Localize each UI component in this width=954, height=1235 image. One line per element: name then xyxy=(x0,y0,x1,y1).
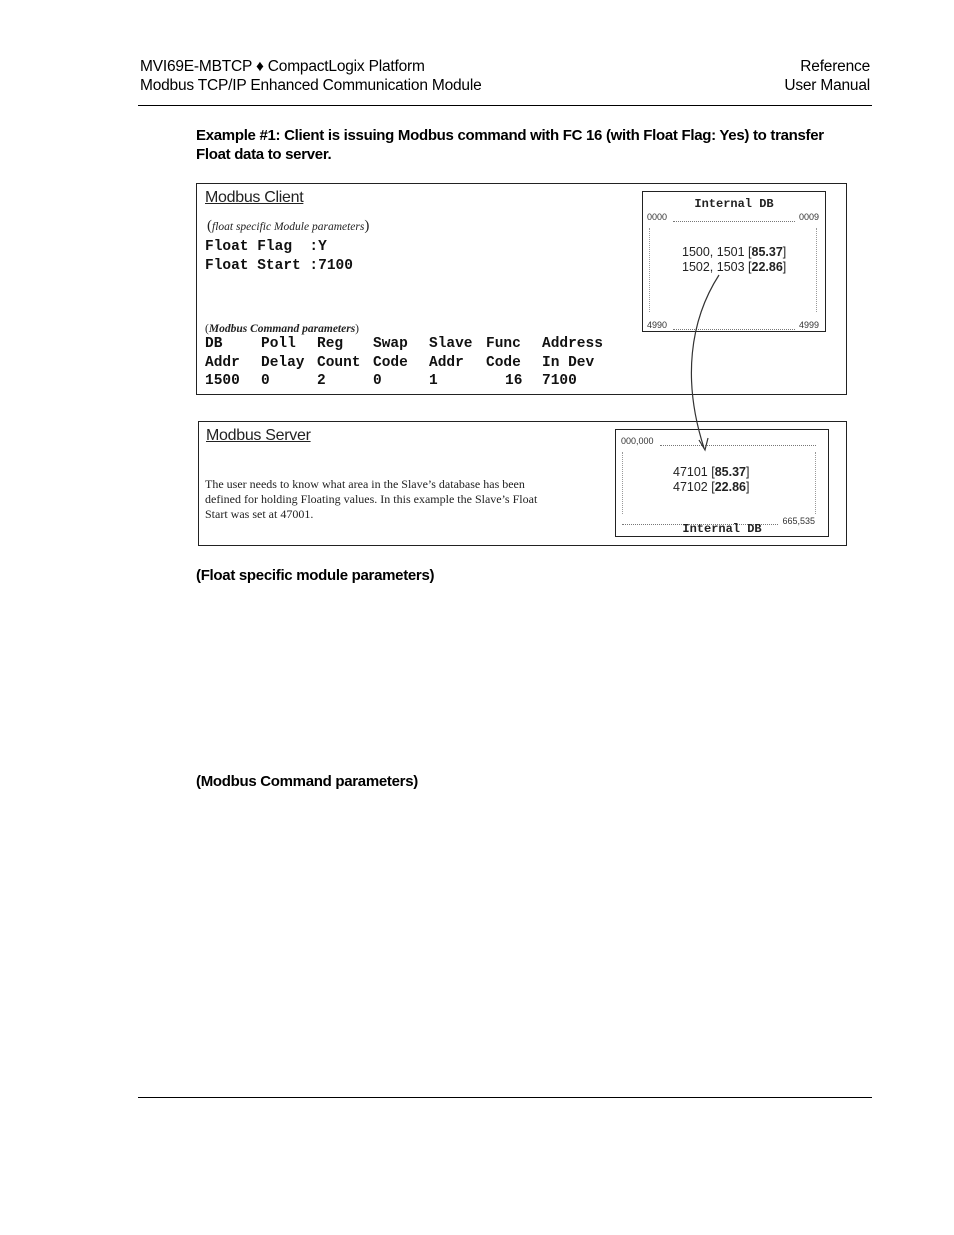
float-start-param: Float Start :7100 xyxy=(205,258,353,274)
header-product-line: MVI69E-MBTCP ♦ CompactLogix Platform xyxy=(140,58,425,75)
col-header-db: DB xyxy=(205,336,223,352)
col-subheader-in-dev: In Dev xyxy=(542,355,595,371)
col-subheader-func-code: Code xyxy=(486,355,521,371)
server-description-line2: defined for holding Floating values. In this example the Slave’s Float xyxy=(205,492,538,506)
server-internal-db-title: Internal DB xyxy=(682,522,762,536)
modbus-server-title: Modbus Server xyxy=(206,427,311,444)
modbus-client-title: Modbus Client xyxy=(205,189,304,206)
server-description-line3: Start was set at 47001. xyxy=(205,507,314,521)
transfer-arrow-line xyxy=(691,275,719,448)
value-func-code: 16 xyxy=(505,373,523,389)
header-module-name: Modbus TCP/IP Enhanced Communication Module xyxy=(140,77,482,94)
footer-rule xyxy=(138,1097,872,1098)
client-db-top-right-addr: 0009 xyxy=(798,212,819,222)
header-section: Reference xyxy=(800,58,870,75)
client-db-bottom-right-addr: 4999 xyxy=(798,320,819,330)
col-header-address: Address xyxy=(542,336,603,352)
server-db-top-left-addr: 000,000 xyxy=(621,436,654,446)
example-heading-line1: Example #1: Client is issuing Modbus command with FC 16 (with Float Flag: Yes) to transfer xyxy=(196,127,824,144)
col-subheader-delay: Delay xyxy=(261,355,305,371)
value-slave-addr: 1 xyxy=(429,373,438,389)
value-db-addr: 1500 xyxy=(205,373,240,389)
cmd-params-label: (Modbus Command parameters) xyxy=(205,323,360,335)
value-reg-count: 2 xyxy=(317,373,326,389)
col-subheader-addr: Addr xyxy=(205,355,240,371)
float-flag-param: Float Flag :Y xyxy=(205,239,327,255)
example-heading-line2: Float data to server. xyxy=(196,146,332,163)
col-subheader-count: Count xyxy=(317,355,361,371)
client-db-entry-1: 1500, 1501 [85.37] xyxy=(682,245,787,259)
col-header-slave: Slave xyxy=(429,336,473,352)
value-swap-code: 0 xyxy=(373,373,382,389)
client-db-entry-2: 1502, 1503 [22.86] xyxy=(682,260,787,274)
server-db-entry-2: 47102 [22.86] xyxy=(673,480,750,494)
value-poll-delay: 0 xyxy=(261,373,270,389)
client-internal-db-title: Internal DB xyxy=(694,197,774,211)
value-address-in-dev: 7100 xyxy=(542,373,577,389)
col-header-func: Func xyxy=(486,336,521,352)
col-subheader-code: Code xyxy=(373,355,408,371)
client-db-top-left-addr: 0000 xyxy=(647,212,668,222)
float-params-label: (float specific Module parameters) xyxy=(207,218,370,234)
header-doc-type: User Manual xyxy=(784,77,870,94)
transfer-arrow-head xyxy=(699,438,708,450)
col-header-swap: Swap xyxy=(373,336,408,352)
col-header-reg: Reg xyxy=(317,336,344,352)
server-db-entry-1: 47101 [85.37] xyxy=(673,465,750,479)
client-db-bottom-left-addr: 4990 xyxy=(647,320,668,330)
col-subheader-slave-addr: Addr xyxy=(429,355,464,371)
col-header-poll: Poll xyxy=(261,336,296,352)
caption-cmd-params: (Modbus Command parameters) xyxy=(196,773,418,790)
server-db-bottom-right-addr: 665,535 xyxy=(782,516,815,526)
server-description-line1: The user needs to know what area in the Slave’s database has been xyxy=(205,477,525,491)
caption-float-params: (Float specific module parameters) xyxy=(196,567,435,584)
